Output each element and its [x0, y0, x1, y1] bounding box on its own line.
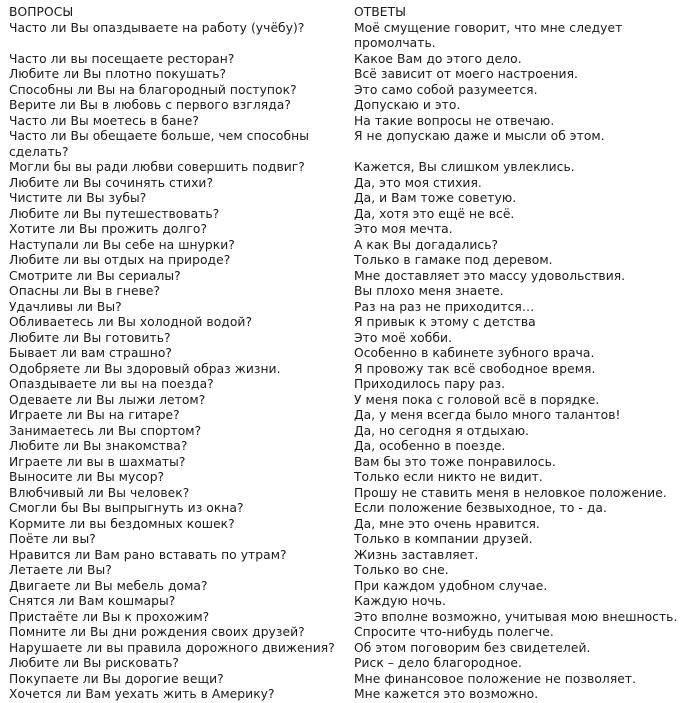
answer-line: Только во сне.: [354, 563, 449, 577]
question-line: Нарушаете ли вы правила дорожного движения?: [9, 640, 335, 655]
question-line: Любите ли Вы путешествовать?: [9, 206, 220, 221]
answer-line: Только если никто не видит.: [354, 470, 543, 484]
answers-column: [354, 5, 687, 703]
answer-line: Жизнь заставляет.: [354, 547, 479, 562]
question-line: Помните ли Вы дни рождения своих друзей?: [9, 625, 305, 639]
answer-line: Да, у меня всегда было много талантов!: [354, 408, 621, 422]
question-line: Одеваете ли Вы лыжи летом?: [9, 392, 206, 407]
answer-line: Какое Вам до этого дело.: [354, 51, 522, 66]
answer-line: Об этом поговорим без свидетелей.: [354, 640, 591, 655]
question-line: Смогли бы Вы выпрыгнуть из окна?: [9, 501, 244, 515]
question-line: Покупаете ли Вы дорогие вещи?: [9, 671, 224, 686]
answer-line: Моё смущение говорит, что мне следует: [354, 20, 623, 35]
question-line: Играете ли вы в шахматы?: [9, 454, 186, 469]
answer-line: Кажется, Вы слишком увлеклись.: [354, 160, 575, 174]
answer-line: У меня пока с головой всё в порядке.: [354, 392, 600, 407]
questions-column: [9, 5, 339, 703]
answers-list: [354, 21, 687, 703]
question-line: Играете ли Вы на гитаре?: [9, 408, 180, 422]
question-line: Опасны ли Вы в гневе?: [9, 284, 161, 298]
answer-line: А как Вы догадались?: [354, 237, 499, 252]
answer-line: При каждом удобном случае.: [354, 578, 548, 593]
questions-header: ВОПРОСЫ: [9, 5, 74, 19]
answer-line: Да, мне это очень нравится.: [354, 516, 540, 531]
question-line: Выносите ли Вы мусор?: [9, 470, 165, 484]
answer-line: Всё зависит от моего настроения.: [354, 67, 578, 81]
answer-line: Только в гамаке под деревом.: [354, 253, 553, 267]
answer-line: [354, 145, 687, 161]
question-line: Любите ли Вы плотно покушать?: [9, 67, 227, 81]
question-line: Опаздываете ли вы на поезда?: [9, 377, 214, 391]
answer-line: Да, это моя стихия.: [354, 175, 482, 190]
answer-line: Допускаю и это.: [354, 98, 461, 112]
answer-line: Да, хотя это ещё не всё.: [354, 206, 515, 221]
question-line: Нравится ли Вам рано вставать по утрам?: [9, 547, 287, 562]
answers-header: ОТВЕТЫ: [354, 5, 407, 19]
answer-line: Вы плохо меня знаете.: [354, 284, 504, 298]
answer-line: Мне финансовое положение не позволяет.: [354, 671, 637, 686]
question-line: Часто ли Вы опаздываете на работу (учёбу)?: [9, 20, 305, 35]
question-line: сделать?: [9, 144, 69, 159]
answer-line: Это моя мечта.: [354, 222, 453, 236]
answer-line: Особенно в кабинете зубного врача.: [354, 346, 595, 360]
question-line: Влюбчивый ли Вы человек?: [9, 485, 190, 500]
answer-line: Мне доставляет это массу удовольствия.: [354, 268, 626, 283]
question-line: Смотрите ли Вы сериалы?: [9, 268, 181, 283]
question-line: Часто ли Вы моетесь в бане?: [9, 113, 199, 128]
question-line: Занимаетесь ли Вы спортом?: [9, 423, 202, 438]
question-line: Любите ли Вы готовить?: [9, 330, 171, 345]
question-line: Летаете ли Вы?: [9, 563, 112, 577]
answer-line: Это вполне возможно, учитывая мою внешность.: [354, 609, 678, 624]
answer-line: Это моё хобби.: [354, 330, 453, 345]
answer-line: Я привык к этому с детства: [354, 315, 536, 329]
answer-line: Мне кажется это возможно.: [354, 687, 539, 701]
question-line: Любите ли Вы рисковать?: [9, 656, 180, 670]
question-line: Любите ли вы отдых на природе?: [9, 253, 231, 267]
question-line: Бывает ли вам страшно?: [9, 346, 173, 360]
answer-line: Это само собой разумеется.: [354, 82, 538, 97]
question-line: Обливаетесь ли Вы холодной водой?: [9, 315, 253, 329]
question-line: Верите ли Вы в любовь с первого взгляда?: [9, 98, 291, 112]
answer-line: На такие вопросы не отвечаю.: [354, 113, 555, 128]
question-line: Хотите ли Вы прожить долго?: [9, 222, 208, 236]
question-line: Кормите ли вы бездомных кошек?: [9, 516, 235, 531]
answer-line: Да, особенно в поезде.: [354, 439, 506, 453]
question-line: Часто ли Вы обещаете больше, чем способны: [9, 129, 309, 143]
answer-line: Я провожу так всё свободное время.: [354, 361, 596, 376]
question-line: [9, 36, 339, 52]
answer-line: Да, но сегодня я отдыхаю.: [354, 423, 530, 438]
answer-line: промолчать.: [354, 36, 436, 50]
answer-line: Спросите что-нибудь полегче.: [354, 625, 554, 639]
question-line: Поёте ли вы?: [9, 532, 96, 546]
answer-line: Каждую ночь.: [354, 594, 446, 608]
question-line: Удачливы ли Вы?: [9, 299, 122, 314]
question-line: Часто ли вы посещаете ресторан?: [9, 51, 235, 66]
question-line: Любите ли Вы сочинять стихи?: [9, 175, 214, 190]
answer-line: Риск – дело благородное.: [354, 656, 522, 670]
questions-list: [9, 21, 339, 703]
question-line: Двигаете ли Вы мебель дома?: [9, 578, 208, 593]
question-line: Хочется ли Вам уехать жить в Америку?: [9, 687, 275, 701]
question-line: Способны ли Вы на благородный поступок?: [9, 82, 297, 97]
question-line: Могли бы вы ради любви совершить подвиг?: [9, 160, 305, 174]
answer-line: Только в компании друзей.: [354, 532, 533, 546]
question-line: Одобряете ли Вы здоровый образ жизни.: [9, 361, 281, 376]
question-line: Снятся ли Вам кошмары?: [9, 594, 176, 608]
answer-line: Я не допускаю даже и мысли об этом.: [354, 129, 605, 143]
answer-line: Если положение безвыходное, то - да.: [354, 501, 607, 515]
answer-line: Приходилось пару раз.: [354, 377, 506, 391]
answer-line: Вам бы это тоже понравилось.: [354, 454, 556, 469]
answer-line: Да, и Вам тоже советую.: [354, 191, 517, 205]
answer-line: Раз на раз не приходится…: [354, 299, 535, 314]
question-line: Наступали ли Вы себе на шнурки?: [9, 237, 235, 252]
question-line: Пристаёте ли Вы к прохожим?: [9, 609, 210, 624]
question-line: Любите ли Вы знакомства?: [9, 439, 188, 453]
answer-line: Прошу не ставить меня в неловкое положение.: [354, 485, 667, 500]
question-line: Чистите ли Вы зубы?: [9, 191, 147, 205]
